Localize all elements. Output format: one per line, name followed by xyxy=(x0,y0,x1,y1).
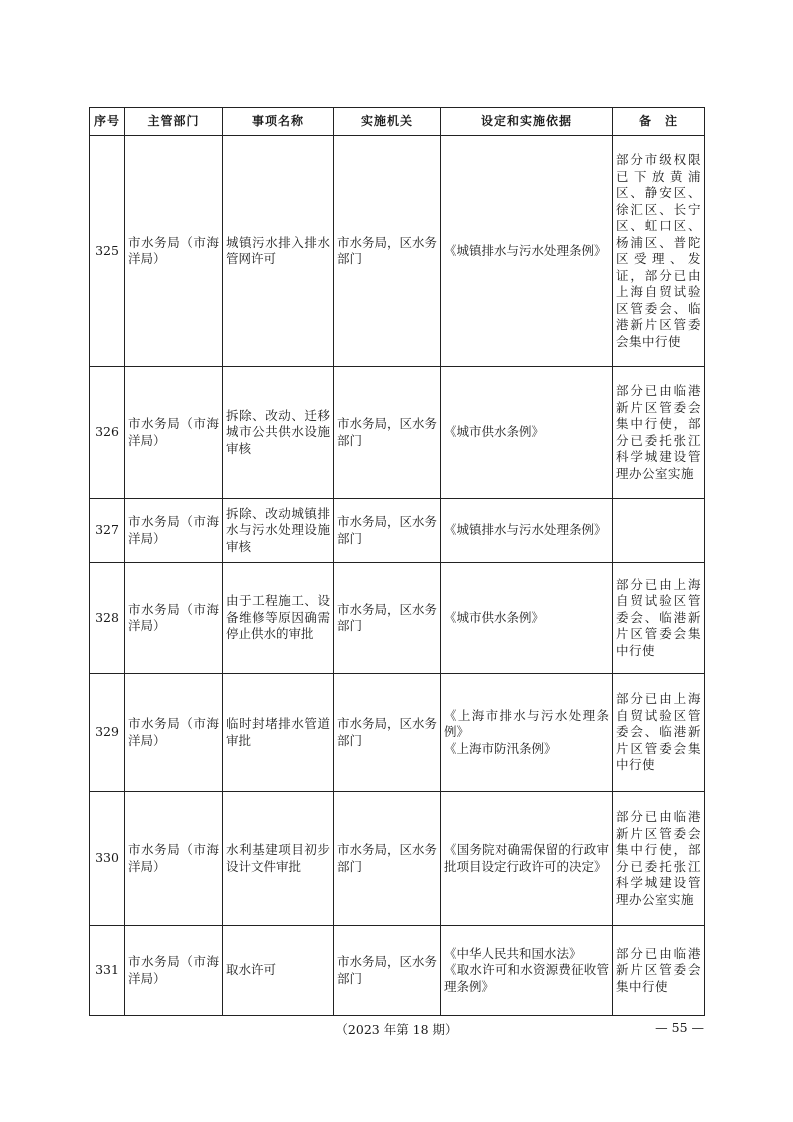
row-number: 327 xyxy=(90,499,125,563)
row-note: 部分已由上海自贸试验区管委会、临港新片区管委会集中行使 xyxy=(613,563,705,674)
issue-number: （2023 年第 18 期） xyxy=(335,1022,458,1037)
row-dept: 市水务局（市海洋局） xyxy=(125,136,223,367)
permits-table xyxy=(89,107,705,1016)
row-basis xyxy=(441,136,613,367)
row-item: 拆除、改动、迁移城市公共供水设施审核 xyxy=(223,367,334,499)
row-item: 城镇污水排入排水管网许可 xyxy=(223,136,334,367)
row-dept: 市水务局（市海洋局） xyxy=(125,499,223,563)
header-basis: 设定和实施依据 xyxy=(441,108,613,136)
header-dept: 主管部门 xyxy=(125,108,223,136)
row-number: 329 xyxy=(90,674,125,792)
table-row xyxy=(90,563,705,674)
basis-line: 《城镇排水与污水处理条例》 xyxy=(444,242,607,258)
row-org: 市水务局，区水务部门 xyxy=(334,367,441,499)
row-item: 拆除、改动城镇排水与污水处理设施审核 xyxy=(223,499,334,563)
row-basis xyxy=(441,926,613,1016)
row-org: 市水务局，区水务部门 xyxy=(334,136,441,367)
row-org: 市水务局，区水务部门 xyxy=(334,563,441,674)
basis-line: 《上海市防汛条例》 xyxy=(444,740,557,756)
page-number: — 55 — xyxy=(655,1020,704,1035)
table-row xyxy=(90,367,705,499)
row-note xyxy=(613,499,705,563)
table-header-row xyxy=(90,108,705,136)
row-dept: 市水务局（市海洋局） xyxy=(125,563,223,674)
basis-line: 《城市供水条例》 xyxy=(444,424,545,440)
basis-line: 《中华人民共和国水法》 xyxy=(444,945,582,961)
row-item: 水利基建项目初步设计文件审批 xyxy=(223,792,334,926)
basis-line: 《国务院对确需保留的行政审批项目设定行政许可的决定》 xyxy=(444,842,609,874)
row-note: 部分已由临港新片区管委会集中行使，部分已委托张江科学城建设管理办公室实施 xyxy=(613,367,705,499)
basis-line: 《城市供水条例》 xyxy=(444,609,545,625)
row-item: 由于工程施工、设备维修等原因确需停止供水的审批 xyxy=(223,563,334,674)
row-dept: 市水务局（市海洋局） xyxy=(125,792,223,926)
row-number: 325 xyxy=(90,136,125,367)
row-basis xyxy=(441,563,613,674)
table-row xyxy=(90,674,705,792)
row-dept: 市水务局（市海洋局） xyxy=(125,926,223,1016)
table-row xyxy=(90,499,705,563)
row-basis xyxy=(441,674,613,792)
table-row xyxy=(90,926,705,1016)
header-note: 备 注 xyxy=(613,108,705,136)
header-no: 序号 xyxy=(90,108,125,136)
row-note: 部分已由临港新片区管委会集中行使，部分已委托张江科学城建设管理办公室实施 xyxy=(613,792,705,926)
row-note: 部分已由上海自贸试验区管委会、临港新片区管委会集中行使 xyxy=(613,674,705,792)
header-org: 实施机关 xyxy=(334,108,441,136)
row-number: 328 xyxy=(90,563,125,674)
row-org: 市水务局，区水务部门 xyxy=(334,926,441,1016)
row-item: 临时封堵排水管道审批 xyxy=(223,674,334,792)
row-basis xyxy=(441,499,613,563)
row-org: 市水务局，区水务部门 xyxy=(334,499,441,563)
basis-line: 《城镇排水与污水处理条例》 xyxy=(444,522,607,538)
row-dept: 市水务局（市海洋局） xyxy=(125,674,223,792)
row-basis xyxy=(441,367,613,499)
row-org: 市水务局，区水务部门 xyxy=(334,674,441,792)
row-note: 部分已由临港新片区管委会集中行使 xyxy=(613,926,705,1016)
row-number: 326 xyxy=(90,367,125,499)
row-dept: 市水务局（市海洋局） xyxy=(125,367,223,499)
header-item: 事项名称 xyxy=(223,108,334,136)
table-row xyxy=(90,792,705,926)
row-note: 部分市级权限已下放黄浦区、静安区、徐汇区、长宁区、虹口区、杨浦区、普陀区受理、发证，部分已由上海自贸试验区管委会、临港新片区管委会集中行使 xyxy=(613,136,705,367)
row-org: 市水务局，区水务部门 xyxy=(334,792,441,926)
row-item: 取水许可 xyxy=(223,926,334,1016)
row-number: 330 xyxy=(90,792,125,926)
basis-line: 《上海市排水与污水处理条例》 xyxy=(444,707,609,740)
table-row xyxy=(90,136,705,367)
row-basis xyxy=(441,792,613,926)
basis-line: 《取水许可和水资源费征收管理条例》 xyxy=(444,962,609,994)
row-number: 331 xyxy=(90,926,125,1016)
